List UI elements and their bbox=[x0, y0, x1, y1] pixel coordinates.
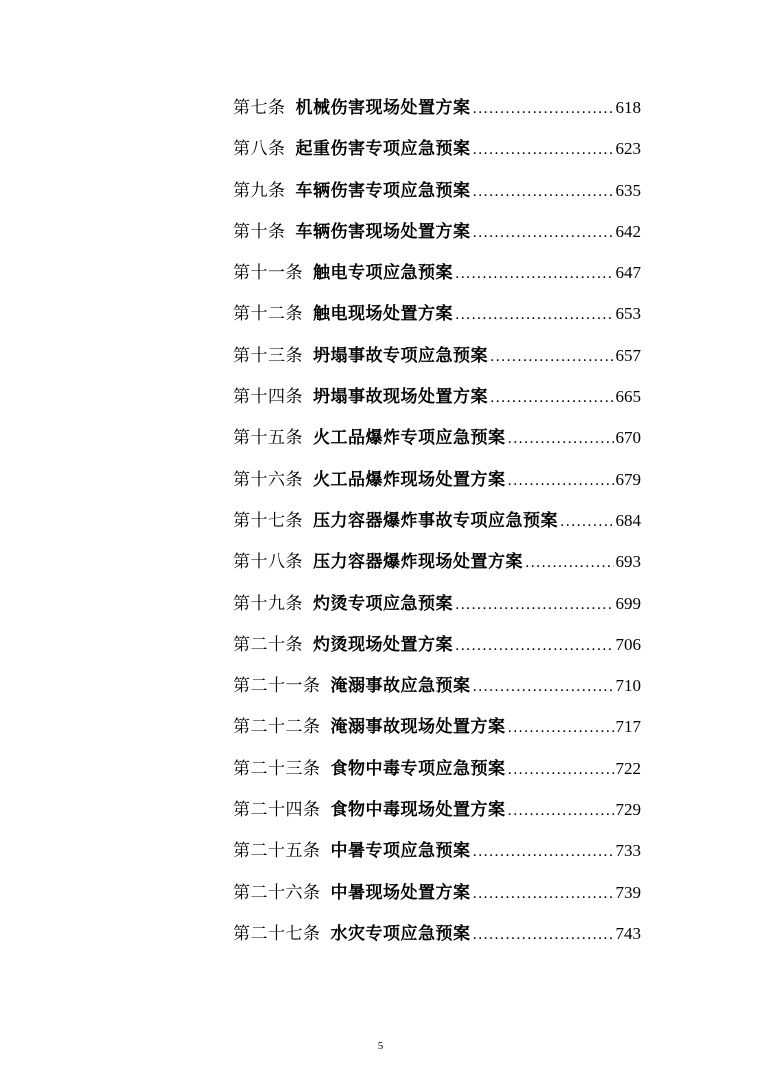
toc-entry-number: 第十八条 bbox=[233, 552, 303, 573]
toc-entry[interactable] bbox=[233, 423, 641, 464]
toc-entry-number: 第十九条 bbox=[233, 593, 303, 614]
toc-leader-dots bbox=[473, 878, 614, 909]
toc-entry-page: 679 bbox=[615, 469, 641, 489]
toc-entry-title: 触电现场处置方案 bbox=[313, 304, 453, 325]
toc-entry-title: 车辆伤害现场处置方案 bbox=[295, 221, 471, 242]
toc-leader-dots bbox=[490, 341, 614, 372]
toc-entry-page: 618 bbox=[615, 98, 641, 117]
toc-entry-number: 第七条 bbox=[233, 98, 286, 118]
toc-entry[interactable] bbox=[233, 299, 641, 340]
toc-entry-page: 722 bbox=[615, 758, 641, 778]
toc-entry-number: 第九条 bbox=[233, 180, 286, 201]
toc-entry-page: 635 bbox=[615, 180, 641, 200]
toc-entry[interactable] bbox=[233, 919, 641, 960]
toc-entry-title: 车辆伤害专项应急预案 bbox=[295, 180, 471, 201]
toc-entry-page: 653 bbox=[615, 304, 641, 324]
toc-entry-page: 743 bbox=[615, 923, 641, 943]
toc-leader-dots bbox=[490, 382, 614, 413]
toc-entry[interactable] bbox=[233, 382, 641, 423]
toc-leader-dots bbox=[455, 589, 614, 620]
toc-entry[interactable] bbox=[233, 93, 641, 134]
toc-entry[interactable] bbox=[233, 712, 641, 753]
toc-entry-page: 670 bbox=[615, 428, 641, 448]
toc-entry-title: 食物中毒专项应急预案 bbox=[330, 758, 506, 779]
toc-entry-number: 第二十一条 bbox=[233, 676, 321, 697]
toc-entry-number: 第二十二条 bbox=[233, 717, 321, 738]
toc-entry[interactable] bbox=[233, 217, 641, 258]
toc-entry-page: 699 bbox=[615, 593, 641, 613]
toc-entry-number: 第十三条 bbox=[233, 345, 303, 366]
toc-leader-dots bbox=[473, 93, 614, 124]
toc-leader-dots bbox=[455, 299, 614, 330]
toc-entry-number: 第二十五条 bbox=[233, 841, 321, 862]
toc-entry-page: 717 bbox=[615, 717, 641, 737]
toc-entry-title: 压力容器爆炸事故专项应急预案 bbox=[313, 510, 558, 531]
toc-entry-title: 灼烫专项应急预案 bbox=[313, 593, 453, 614]
toc-entry-number: 第二十六条 bbox=[233, 882, 321, 903]
toc-entry-number: 第二十七条 bbox=[233, 923, 321, 944]
toc-leader-dots bbox=[508, 754, 614, 785]
toc-entry-title: 坍塌事故现场处置方案 bbox=[313, 387, 488, 408]
toc-leader-dots bbox=[525, 547, 614, 578]
toc-entry-page: 623 bbox=[615, 139, 641, 159]
toc-entry-title: 灼烫现场处置方案 bbox=[313, 634, 453, 655]
toc-entry-title: 触电专项应急预案 bbox=[313, 263, 453, 284]
toc-entry-title: 坍塌事故专项应急预案 bbox=[313, 345, 488, 366]
toc-entry-page: 693 bbox=[615, 552, 641, 572]
toc-entry[interactable] bbox=[233, 176, 641, 217]
toc-leader-dots bbox=[473, 134, 614, 165]
toc-leader-dots bbox=[455, 258, 614, 289]
toc-entry-number: 第十二条 bbox=[233, 304, 303, 325]
toc-entry-number: 第十条 bbox=[233, 221, 286, 242]
toc-leader-dots bbox=[508, 712, 614, 743]
toc-entry[interactable] bbox=[233, 258, 641, 299]
toc-entry-title: 机械伤害现场处置方案 bbox=[295, 98, 471, 118]
toc-entry[interactable] bbox=[233, 341, 641, 382]
toc-leader-dots bbox=[455, 630, 614, 661]
toc-entry-page: 739 bbox=[615, 882, 641, 902]
toc-entry-page: 733 bbox=[615, 841, 641, 861]
toc-entry[interactable] bbox=[233, 506, 641, 547]
toc-entry-page: 706 bbox=[615, 634, 641, 654]
toc-entry[interactable] bbox=[233, 547, 641, 588]
toc-entry-number: 第十五条 bbox=[233, 428, 303, 449]
toc-entry-page: 665 bbox=[615, 387, 641, 407]
toc-entry-number: 第十七条 bbox=[233, 510, 303, 531]
toc-entry-title: 水灾专项应急预案 bbox=[330, 923, 471, 944]
toc-entry[interactable] bbox=[233, 134, 641, 175]
toc-leader-dots bbox=[473, 836, 614, 867]
toc-leader-dots bbox=[508, 423, 614, 454]
toc-entry-title: 淹溺事故应急预案 bbox=[330, 676, 471, 697]
toc-entry-title: 火工品爆炸专项应急预案 bbox=[313, 428, 506, 449]
toc-entry-title: 中暑专项应急预案 bbox=[330, 841, 471, 862]
toc-entry-title: 火工品爆炸现场处置方案 bbox=[313, 469, 506, 490]
toc-entry-title: 食物中毒现场处置方案 bbox=[330, 800, 506, 821]
toc-entry-number: 第十六条 bbox=[233, 469, 303, 490]
toc-entry-page: 657 bbox=[615, 345, 641, 365]
toc-entry-number: 第十四条 bbox=[233, 387, 303, 408]
toc-entry-number: 第二十四条 bbox=[233, 800, 321, 821]
toc-entry-page: 642 bbox=[615, 221, 641, 241]
toc-entry-page: 684 bbox=[615, 510, 641, 530]
toc-leader-dots bbox=[560, 506, 614, 537]
toc-leader-dots bbox=[473, 919, 614, 950]
toc-entry[interactable] bbox=[233, 589, 641, 630]
table-of-contents bbox=[233, 93, 641, 960]
toc-entry[interactable] bbox=[233, 795, 641, 836]
toc-entry-title: 淹溺事故现场处置方案 bbox=[330, 717, 506, 738]
toc-entry[interactable] bbox=[233, 465, 641, 506]
toc-entry[interactable] bbox=[233, 630, 641, 671]
toc-entry-number: 第二十条 bbox=[233, 634, 303, 655]
toc-leader-dots bbox=[508, 465, 614, 496]
toc-entry-title: 起重伤害专项应急预案 bbox=[295, 139, 471, 160]
toc-entry-number: 第二十三条 bbox=[233, 758, 321, 779]
toc-entry-number: 第八条 bbox=[233, 139, 286, 160]
toc-entry-title: 压力容器爆炸现场处置方案 bbox=[313, 552, 523, 573]
page-number: 5 bbox=[377, 1040, 384, 1052]
toc-leader-dots bbox=[508, 795, 614, 826]
toc-leader-dots bbox=[473, 217, 614, 248]
toc-entry[interactable] bbox=[233, 754, 641, 795]
toc-leader-dots bbox=[473, 671, 614, 702]
toc-entry[interactable] bbox=[233, 671, 641, 712]
toc-leader-dots bbox=[473, 176, 614, 207]
toc-entry-page: 729 bbox=[615, 800, 641, 820]
toc-entry-page: 710 bbox=[615, 676, 641, 696]
toc-entry[interactable] bbox=[233, 878, 641, 919]
toc-entry-number: 第十一条 bbox=[233, 263, 303, 284]
toc-entry-title: 中暑现场处置方案 bbox=[330, 882, 471, 903]
toc-entry[interactable] bbox=[233, 836, 641, 877]
toc-entry-page: 647 bbox=[615, 263, 641, 283]
